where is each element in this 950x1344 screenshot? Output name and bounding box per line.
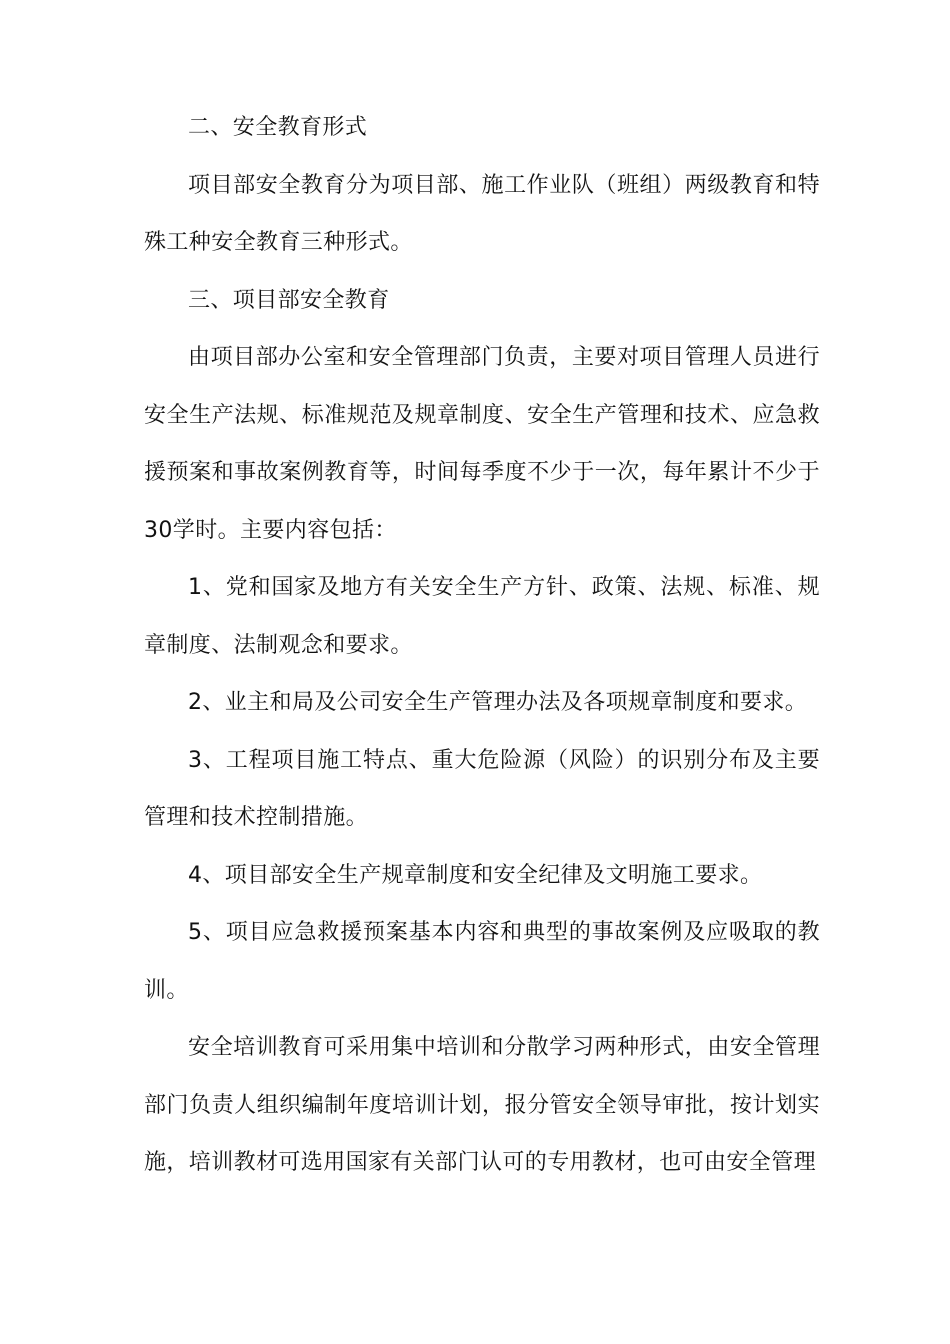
paragraph-training-methods: 安全培训教育可采用集中培训和分散学习两种形式，由安全管理部门负责人组织编制年度培训计划，报分管安全领导审批，按计划实施，培训教材可选用国家有关部门认可的专用教材，也可由安全管理 [144, 1035, 820, 1175]
list-item-5: 5、项目应急救援预案基本内容和典型的事故案例及应吸取的教训。 [144, 920, 820, 1003]
list-item-2: 2、业主和局及公司安全生产管理办法及各项规章制度和要求。 [188, 690, 808, 715]
list-item-1: 1、党和国家及地方有关安全生产方针、政策、法规、标准、规章制度、法制观念和要求。 [144, 575, 820, 658]
document-body [144, 99, 820, 1192]
section-heading-education-forms: 二、安全教育形式 [188, 115, 368, 140]
list-item-4: 4、项目部安全生产规章制度和安全纪律及文明施工要求。 [188, 862, 763, 888]
list-item-3: 3、工程项目施工特点、重大危险源（风险）的识别分布及主要管理和技术控制措施。 [144, 747, 820, 830]
paragraph-education-forms: 项目部安全教育分为项目部、施工作业队（班组）两级教育和特殊工种安全教育三种形式。 [144, 172, 820, 255]
section-heading-project-education: 三、项目部安全教育 [188, 287, 390, 313]
paragraph-project-education: 由项目部办公室和安全管理部门负责，主要对项目管理人员进行安全生产法规、标准规范及规章制度、安全生产管理和技术、应急救援预案和事故案例教育等，时间每季度不少于一次，每年累计不少于30学时。主要内容包括： [144, 345, 820, 543]
